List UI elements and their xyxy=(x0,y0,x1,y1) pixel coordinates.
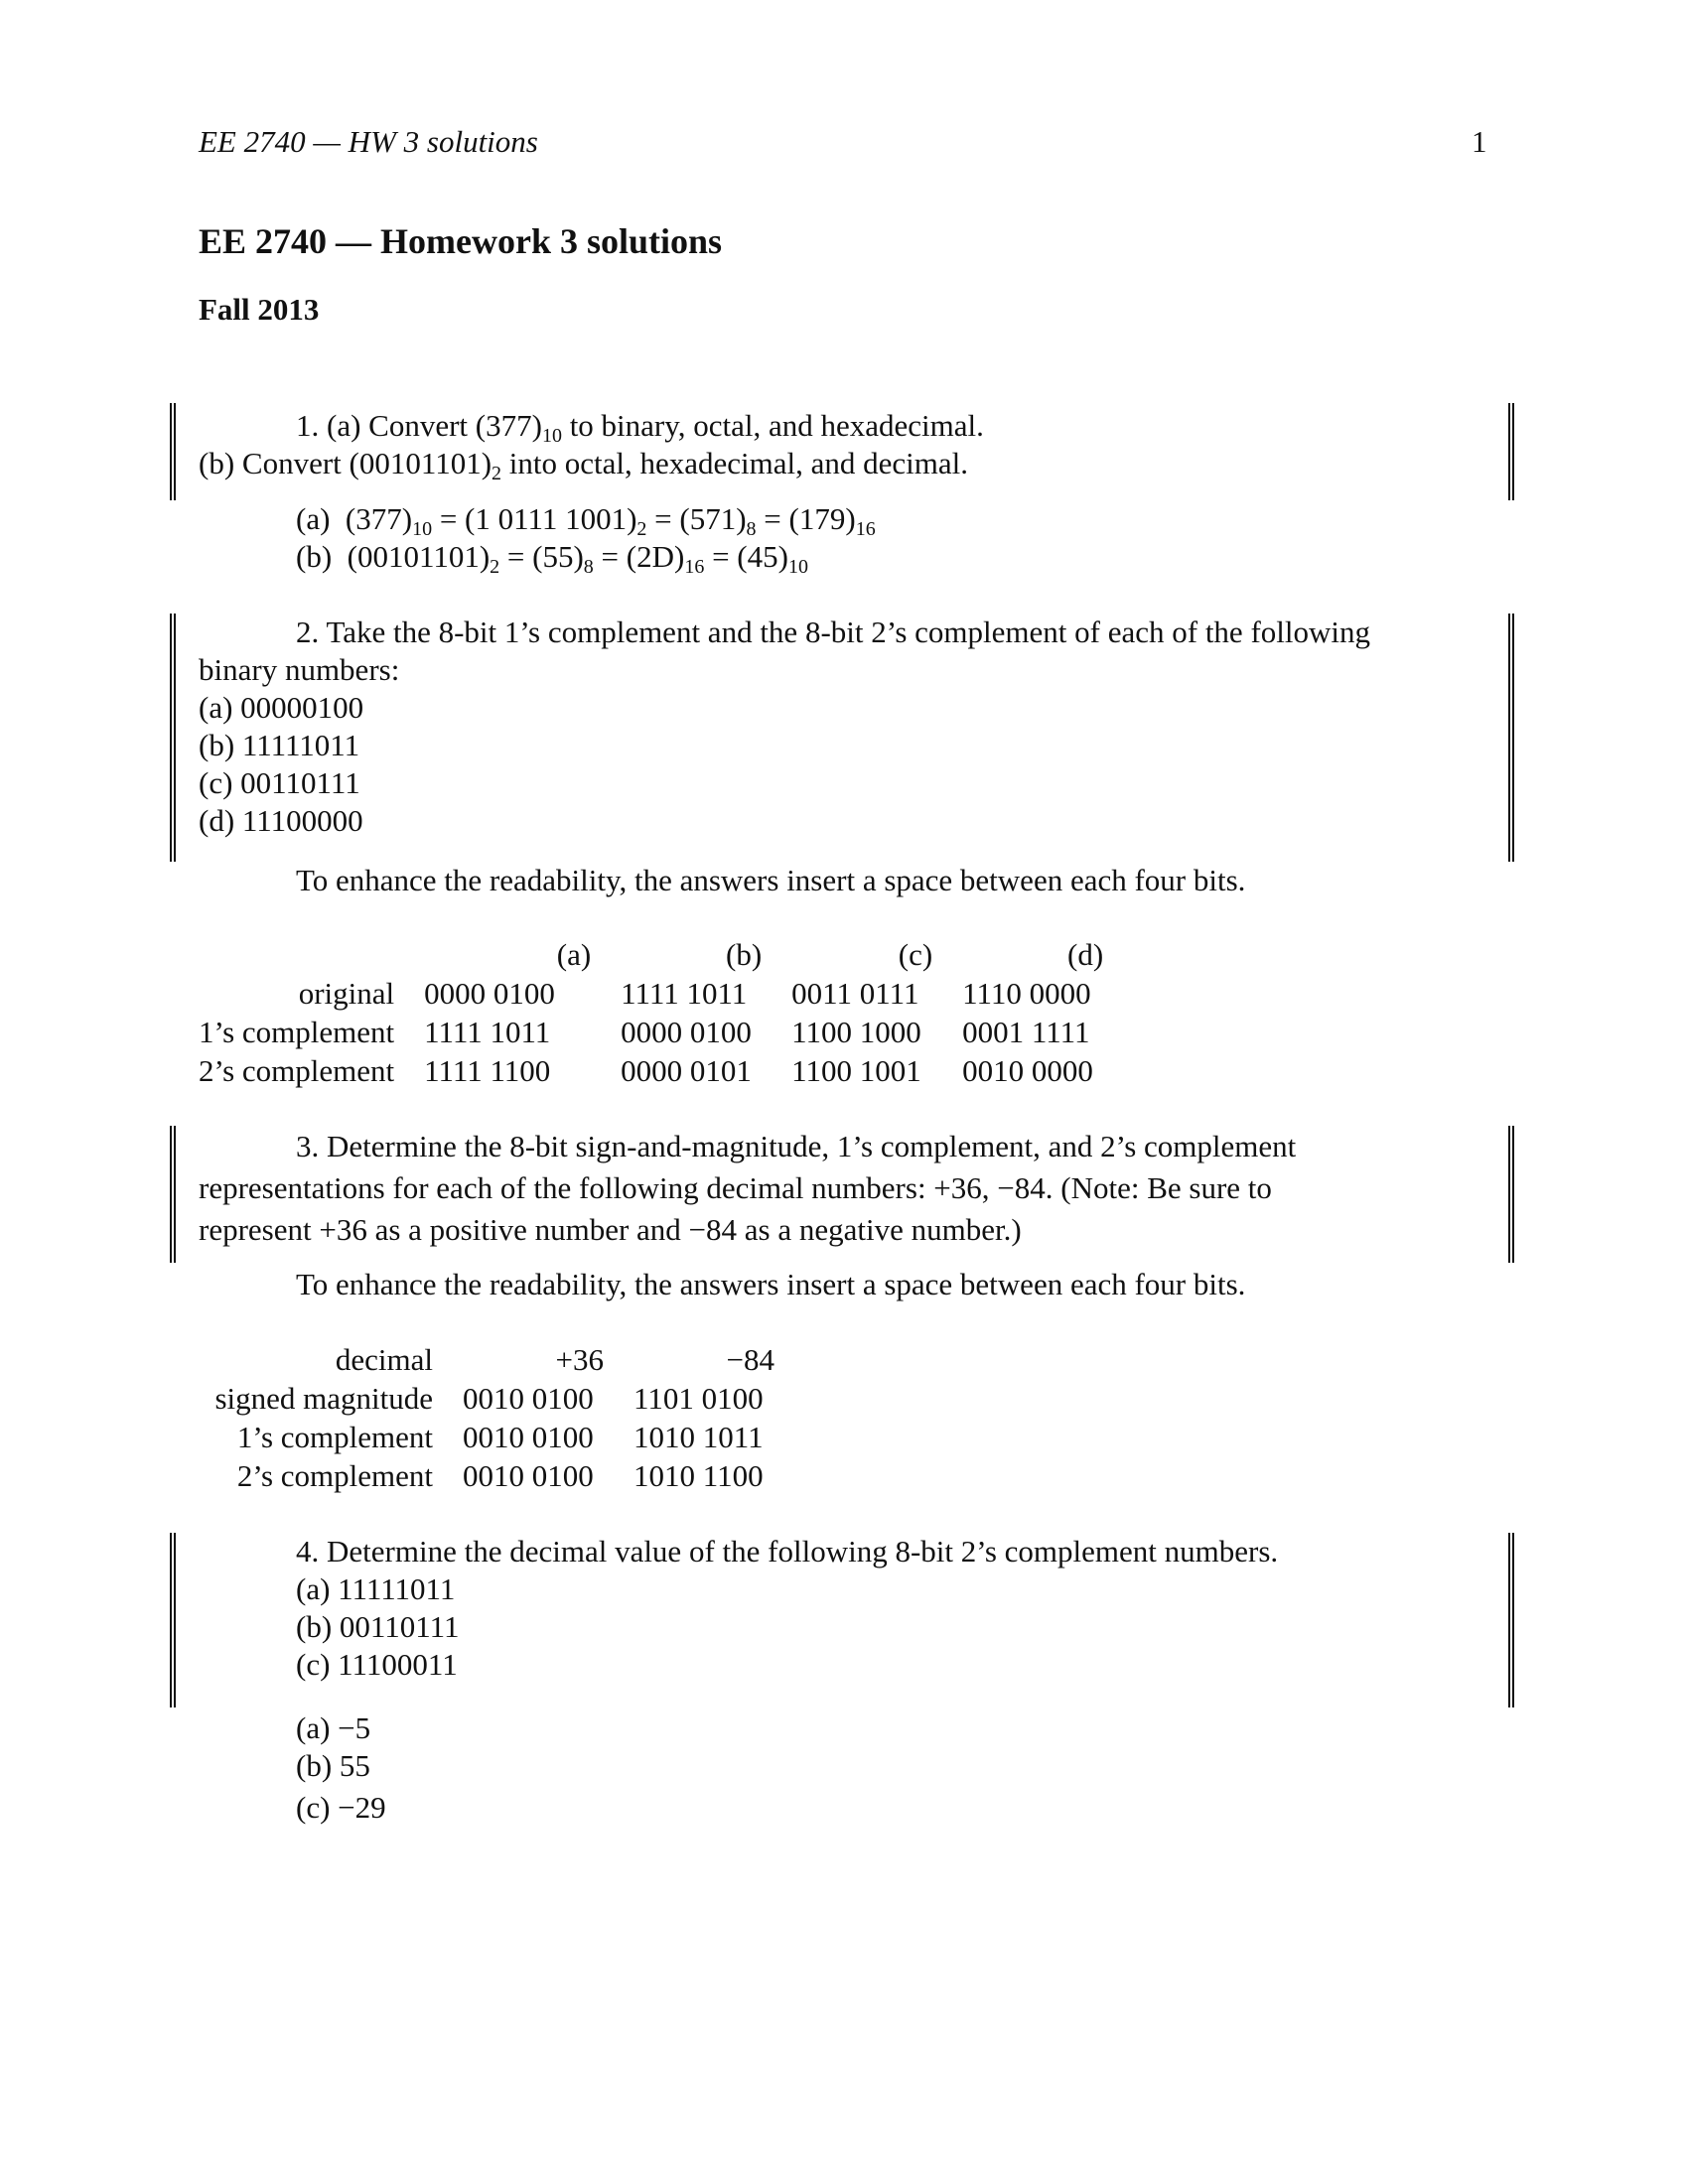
row-label: original xyxy=(298,975,395,1011)
table-cell: 1111 1100 xyxy=(424,1052,551,1088)
q1-line1: 1. (a) Convert $(377)_{10}$ to binary, octal, and hexadecimal. xyxy=(296,408,984,447)
row-label: 2’s complement xyxy=(199,1052,395,1088)
table-row xyxy=(199,1418,774,1456)
row-label: 1’s complement xyxy=(199,1014,395,1049)
table-header-row xyxy=(199,935,1103,974)
change-bar-left xyxy=(170,403,176,500)
table-cell: 0010 0100 xyxy=(463,1419,594,1454)
row-label: decimal xyxy=(335,1341,433,1377)
table-header: (b) xyxy=(726,936,763,972)
q4-item-c: (c) 11100011 xyxy=(296,1647,458,1682)
table-cell: 0000 0100 xyxy=(424,975,555,1011)
row-label: 2’s complement xyxy=(236,1457,433,1493)
table-cell: 0010 0000 xyxy=(962,1052,1093,1088)
q4-answer-b: (b) 55 xyxy=(296,1748,370,1783)
table-cell: 0010 0100 xyxy=(463,1380,594,1416)
q4-item-b: (b) 00110111 xyxy=(296,1609,460,1644)
table-cell: 1111 1011 xyxy=(424,1014,551,1049)
q3-line2: representations for each of the following decimal numbers: +36, −84. (Note: Be sure to xyxy=(199,1170,1272,1205)
table-row xyxy=(199,1379,774,1418)
q4-item-a: (a) 11111011 xyxy=(296,1571,456,1606)
table-cell: 1111 1011 xyxy=(621,975,748,1011)
q2-answer-table xyxy=(199,935,1103,1090)
q2-item-c: (c) 00110111 xyxy=(199,765,360,800)
table-row xyxy=(199,1013,1103,1051)
q2-item-a: (a) 00000100 xyxy=(199,690,364,725)
q3-note: To enhance the readability, the answers insert a space between each four bits. xyxy=(296,1267,1246,1301)
table-cell: 1110 0000 xyxy=(962,975,1091,1011)
q3-line3: represent +36 as a positive number and −84 as a negative number.) xyxy=(199,1212,1022,1247)
q2-item-d: (d) 11100000 xyxy=(199,803,363,838)
q4-answer-a: (a) −5 xyxy=(296,1710,371,1745)
table-cell: 1010 1100 xyxy=(633,1457,764,1493)
q3-line1: 3. Determine the 8-bit sign-and-magnitude, 1’s complement, and 2’s complement xyxy=(296,1129,1297,1163)
q2-item-b: (b) 11111011 xyxy=(199,728,360,762)
q2-note: To enhance the readability, the answers insert a space between each four bits. xyxy=(296,863,1246,897)
table-cell: 0011 0111 xyxy=(791,975,919,1011)
table-row xyxy=(199,1456,774,1495)
change-bar-right xyxy=(1508,1126,1514,1263)
q2-line2: binary numbers: xyxy=(199,652,400,687)
q1-answer-a: (a) $(377)_{10} = (1$ 0111 $1001)_2 = (571)_8 = (179)_{16}$ xyxy=(296,501,876,540)
change-bar-right xyxy=(1508,403,1514,500)
table-header: (c) xyxy=(898,936,933,972)
q1-line2: (b) Convert $(00101101)_2$ into octal, hexadecimal, and decimal. xyxy=(199,446,968,484)
q4-answer-c: (c) −29 xyxy=(296,1790,386,1825)
change-bar-left xyxy=(170,1533,176,1707)
row-label: signed magnitude xyxy=(214,1380,433,1416)
table-cell: 0001 1111 xyxy=(962,1014,1090,1049)
table-row xyxy=(199,974,1103,1013)
term-label: Fall 2013 xyxy=(199,292,320,327)
q4-line1: 4. Determine the decimal value of the following 8-bit 2’s complement numbers. xyxy=(296,1534,1279,1569)
table-cell: 1101 0100 xyxy=(633,1380,764,1416)
table-header: (d) xyxy=(1067,936,1104,972)
page-title: EE 2740 — Homework 3 solutions xyxy=(199,221,723,261)
table-cell: 1100 1001 xyxy=(791,1052,921,1088)
table-header: (a) xyxy=(556,936,592,972)
q1-answer-b: (b) $(00101101)_2 = (55)_8 = (2D)_{16} = (45)_{10}$ xyxy=(296,539,808,578)
table-cell: 0000 0100 xyxy=(621,1014,752,1049)
q3-answer-table xyxy=(199,1340,774,1495)
table-header: +36 xyxy=(555,1341,604,1377)
table-header: −84 xyxy=(726,1341,774,1377)
change-bar-left xyxy=(170,614,176,862)
change-bar-left xyxy=(170,1126,176,1263)
page-number: 1 xyxy=(1472,124,1487,159)
row-label: 1’s complement xyxy=(236,1419,433,1454)
table-cell: 1100 1000 xyxy=(791,1014,921,1049)
table-header-row xyxy=(199,1340,774,1379)
table-row xyxy=(199,1051,1103,1090)
table-cell: 0000 0101 xyxy=(621,1052,752,1088)
change-bar-right xyxy=(1508,1533,1514,1707)
table-cell: 0010 0100 xyxy=(463,1457,594,1493)
change-bar-right xyxy=(1508,614,1514,862)
table-cell: 1010 1011 xyxy=(633,1419,764,1454)
q2-line1: 2. Take the 8-bit 1’s complement and the 8-bit 2’s complement of each of the following xyxy=(296,614,1370,649)
running-header: EE 2740 — HW 3 solutions xyxy=(199,124,538,159)
